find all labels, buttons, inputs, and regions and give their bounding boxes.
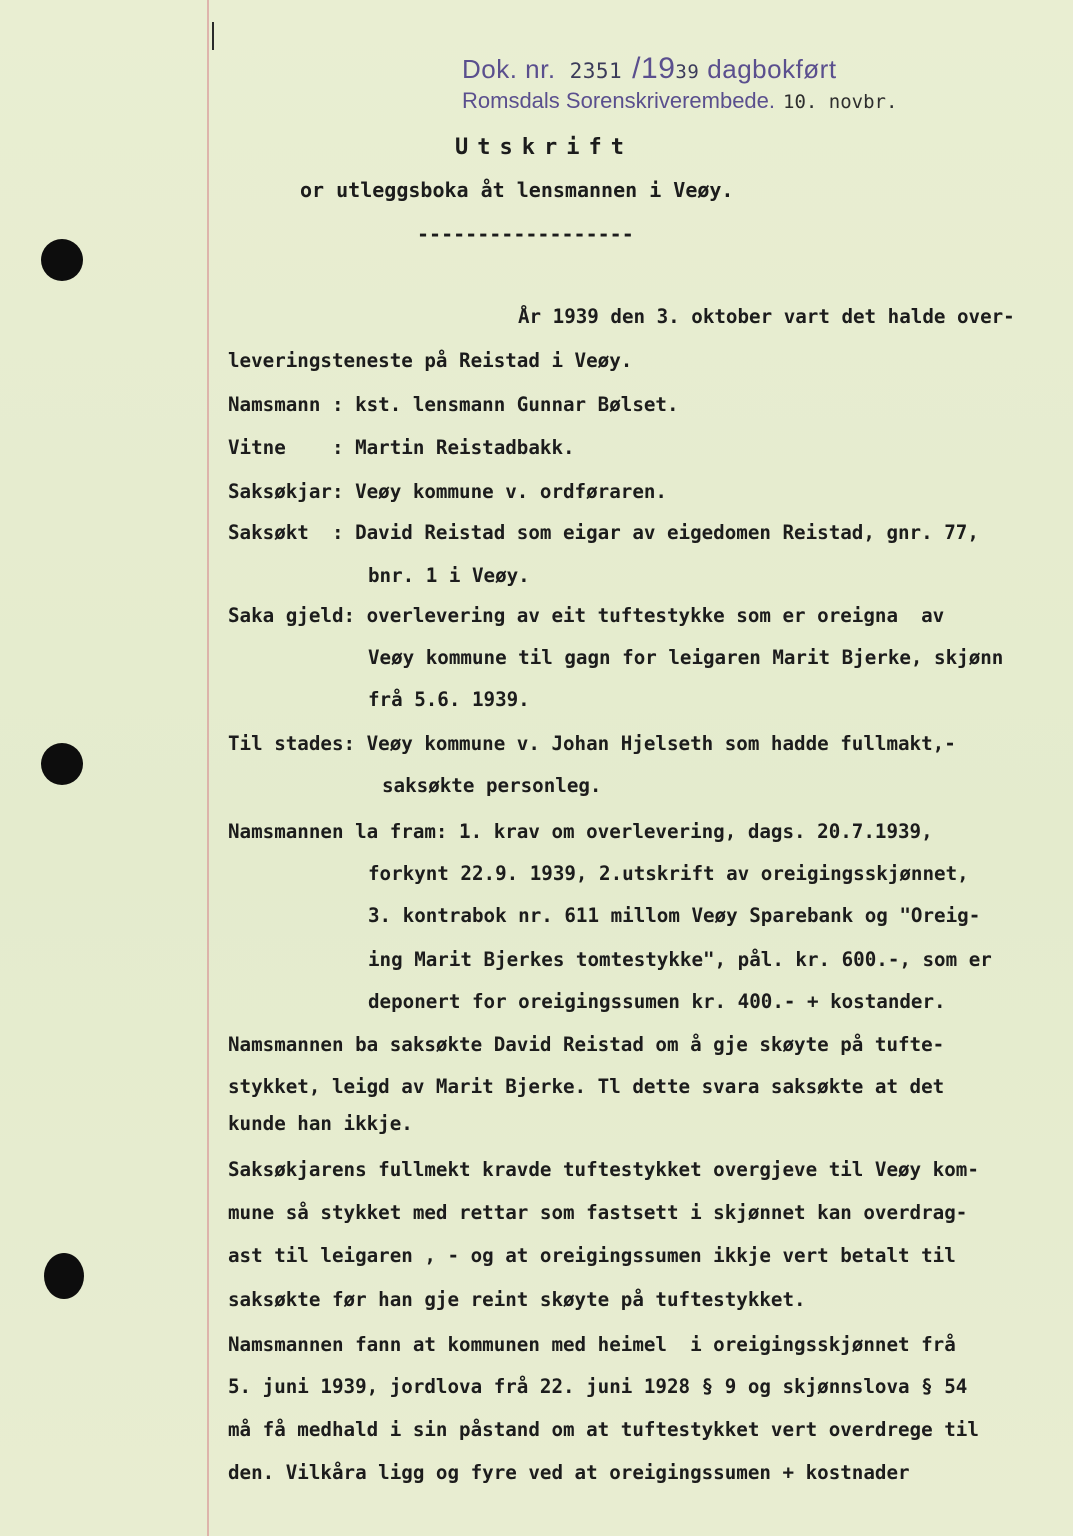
text-line: deponert for oreigingssumen kr. 400.- + kostander. [368, 990, 946, 1013]
text-line: mune så stykket med rettar som fastsett i skjønnet kan overdrag- [228, 1201, 968, 1224]
stamp-year-suffix: 39 [675, 61, 700, 83]
text-line: Saka gjeld: overlevering av eit tuftestykke som er oreigna av [228, 604, 945, 627]
stamp-year-prefix: /19 [632, 52, 676, 85]
text-line: År 1939 den 3. oktober vart det halde over- [518, 305, 1015, 328]
text-line: bnr. 1 i Veøy. [368, 564, 530, 587]
text-line: saksøkte personleg. [382, 774, 602, 797]
pen-mark [212, 22, 214, 50]
text-line: ing Marit Bjerkes tomtestykke", pål. kr. 600.-, som er [368, 948, 992, 971]
divider-line: ------------------ [417, 222, 634, 246]
document-title: Utskrift [455, 135, 633, 160]
stamp-dagbokfort: dagbokført [707, 54, 837, 84]
text-line: ast til leigaren , - og at oreigingssumen ikkje vert betalt til [228, 1244, 956, 1267]
punch-hole [41, 239, 83, 281]
stamp-dok-number: 2351 [569, 59, 623, 83]
text-line: den. Vilkåra ligg og fyre ved at oreigingssumen + kostnader [228, 1461, 910, 1484]
text-line: stykket, leigd av Marit Bjerke. Tl dette svara saksøkte at det [228, 1075, 945, 1098]
text-line: Saksøkt : David Reistad som eigar av eigedomen Reistad, gnr. 77, [228, 521, 979, 544]
text-line: Vitne : Martin Reistadbakk. [228, 436, 575, 459]
text-line: forkynt 22.9. 1939, 2.utskrift av oreigingsskjønnet, [368, 862, 969, 885]
text-line: Namsmann : kst. lensmann Gunnar Bølset. [228, 393, 679, 416]
text-line: 5. juni 1939, jordlova frå 22. juni 1928 § 9 og skjønnslova § 54 [228, 1375, 968, 1398]
punch-hole [44, 1253, 84, 1299]
stamp-office: Romsdals Sorenskriverembede. [462, 88, 776, 113]
text-line: må få medhald i sin påstand om at tuftestykket vert overdrege til [228, 1418, 979, 1441]
margin-line [207, 0, 209, 1536]
text-line: Namsmannen fann at kommunen med heimel i oreigingsskjønnet frå [228, 1333, 956, 1356]
text-line: frå 5.6. 1939. [368, 688, 530, 711]
text-line: 3. kontrabok nr. 611 millom Veøy Sparebank og "Oreig- [368, 904, 981, 927]
text-line: Til stades: Veøy kommune v. Johan Hjelseth som hadde fullmakt,- [228, 732, 956, 755]
text-line: Saksøkjar: Veøy kommune v. ordføraren. [228, 480, 667, 503]
text-line: Namsmannen ba saksøkte David Reistad om å gje skøyte på tufte- [228, 1033, 945, 1056]
text-line: Saksøkjarens fullmekt kravde tuftestykket overgjeve til Veøy kom- [228, 1158, 979, 1181]
registry-stamp [462, 52, 897, 114]
punch-hole [41, 743, 83, 785]
text-line: Veøy kommune til gagn for leigaren Marit Bjerke, skjønn [368, 646, 1004, 669]
stamp-date: 10. novbr. [783, 91, 898, 113]
text-line: saksøkte før han gje reint skøyte på tuftestykket. [228, 1288, 806, 1311]
text-line: kunde han ikkje. [228, 1112, 413, 1135]
text-line: leveringsteneste på Reistad i Veøy. [228, 349, 633, 372]
text-line: Namsmannen la fram: 1. krav om overlevering, dags. 20.7.1939, [228, 820, 933, 843]
stamp-dok-label: Dok. nr. [462, 54, 556, 84]
document-subtitle: or utleggsboka åt lensmannen i Veøy. [300, 178, 734, 202]
